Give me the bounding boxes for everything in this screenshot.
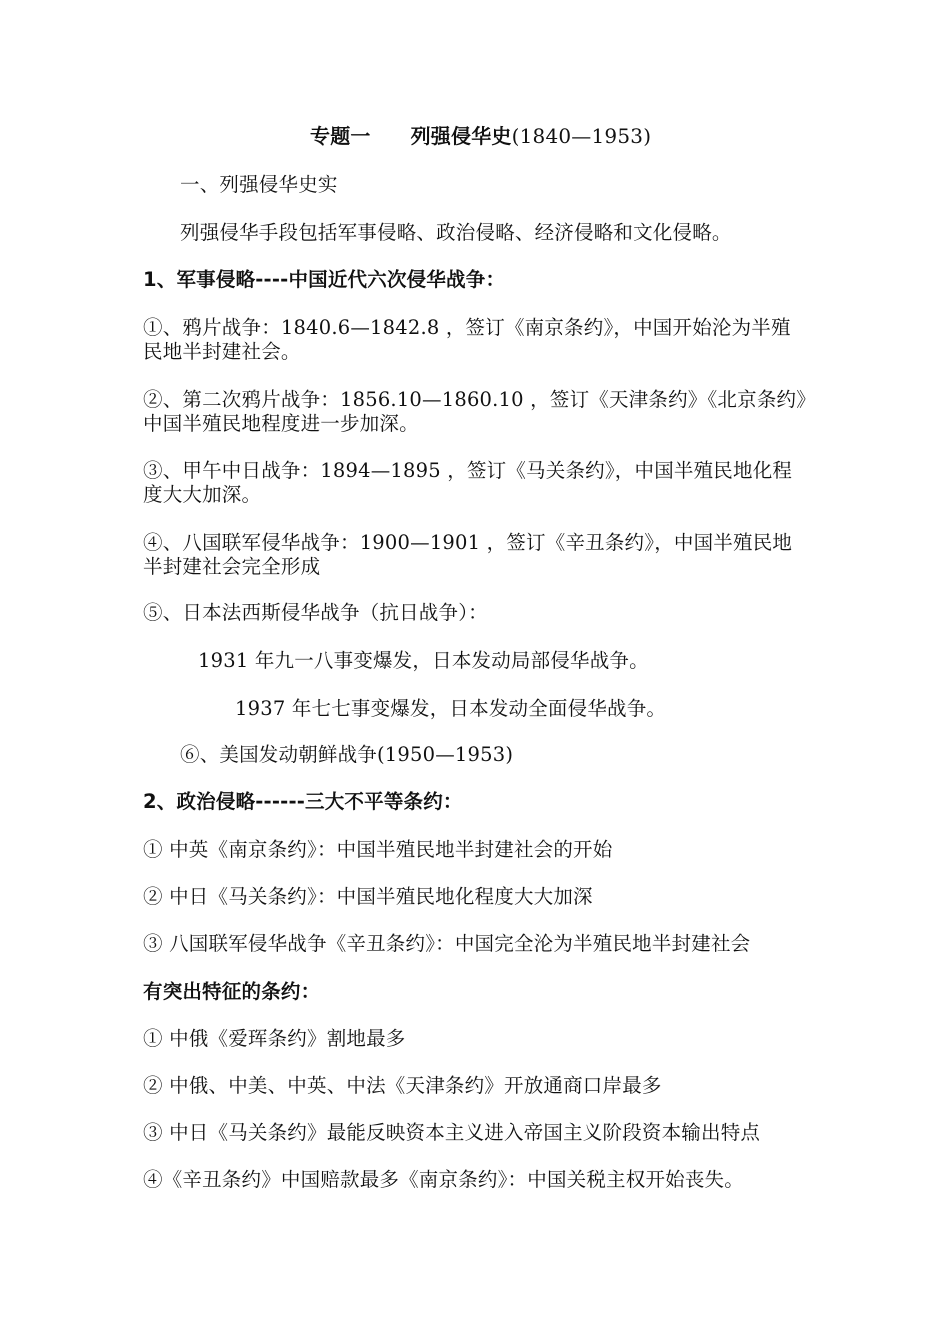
- war-item-6: ⑥、美国发动朝鲜战争(1950—1953): [180, 743, 514, 766]
- treaty-item-2: ② 中日《马关条约》：中国半殖民地化程度大大加深: [143, 885, 593, 908]
- title-subject: 列强侵华史: [410, 124, 512, 148]
- treaty-item-1: ① 中英《南京条约》：中国半殖民地半封建社会的开始: [143, 838, 613, 861]
- title-years: (1840—1953): [511, 124, 652, 148]
- war-item-2-line1: ②、第二次鸦片战争：1856.10—1860.10 ，签订《天津条约》《北京条约》: [143, 388, 816, 411]
- notable-item-3: ③ 中日《马关条约》最能反映资本主义进入帝国主义阶段资本输出特点: [143, 1121, 761, 1144]
- notable-heading: 有突出特征的条约：: [143, 980, 321, 1003]
- war-item-3-line2: 度大大加深。: [143, 483, 262, 506]
- war-item-4-line1: ④、八国联军侵华战争：1900—1901 ，签订《辛丑条约》，中国半殖民地: [143, 531, 793, 554]
- section-intro: 列强侵华手段包括军事侵略、政治侵略、经济侵略和文化侵略。: [180, 221, 732, 244]
- war-item-1-line1: ①、鸦片战争：1840.6—1842.8 ，签订《南京条约》，中国开始沦为半殖: [143, 316, 791, 339]
- notable-item-4: ④《辛丑条约》中国赔款最多《南京条约》：中国关税主权开始丧失。: [143, 1168, 744, 1191]
- political-heading: 2、政治侵略------三大不平等条约：: [143, 790, 463, 813]
- treaty-item-3: ③ 八国联军侵华战争《辛丑条约》：中国完全沦为半殖民地半封建社会: [143, 932, 751, 955]
- war-item-5-sub2: 1937 年七七事变爆发，日本发动全面侵华战争。: [235, 697, 667, 720]
- war-item-3-line1: ③、甲午中日战争：1894—1895 ，签订《马关条约》，中国半殖民地化程: [143, 459, 793, 482]
- war-item-2-line2: 中国半殖民地程度进一步加深。: [143, 412, 419, 435]
- notable-item-2: ② 中俄、中美、中英、中法《天津条约》开放通商口岸最多: [143, 1074, 662, 1097]
- war-item-4-line2: 半封建社会完全形成: [143, 555, 321, 578]
- document-title: [310, 124, 651, 148]
- war-item-1-line2: 民地半封建社会。: [143, 340, 301, 363]
- section-heading: 一、列强侵华史实: [180, 173, 338, 196]
- war-item-5-sub1: 1931 年九一八事变爆发，日本发动局部侵华战争。: [198, 649, 649, 672]
- notable-item-1: ① 中俄《爱珲条约》割地最多: [143, 1027, 406, 1050]
- war-item-5-heading: ⑤、日本法西斯侵华战争（抗日战争）：: [143, 601, 488, 624]
- title-topic: 专题一: [310, 124, 371, 148]
- military-heading: 1、军事侵略----中国近代六次侵华战争：: [143, 268, 506, 291]
